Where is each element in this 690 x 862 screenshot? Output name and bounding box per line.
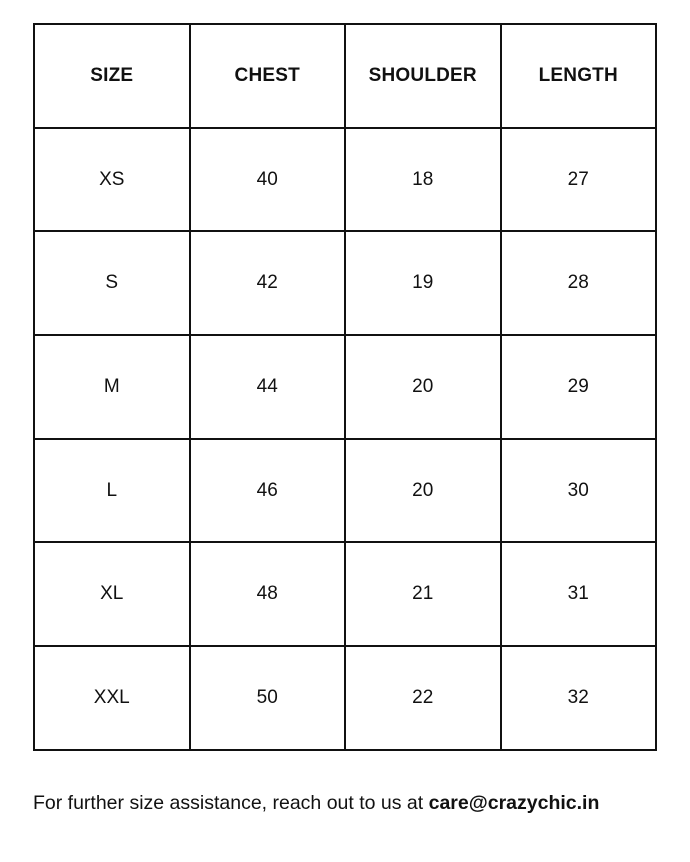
table-row bbox=[34, 646, 656, 750]
cell-size: M bbox=[34, 335, 190, 439]
cell-length: 31 bbox=[501, 542, 657, 646]
cell-size: XXL bbox=[34, 646, 190, 750]
cell-length: 30 bbox=[501, 439, 657, 543]
size-chart-table bbox=[33, 23, 657, 751]
cell-size: S bbox=[34, 231, 190, 335]
header-shoulder: SHOULDER bbox=[345, 24, 501, 128]
cell-shoulder: 22 bbox=[345, 646, 501, 750]
cell-length: 28 bbox=[501, 231, 657, 335]
cell-chest: 44 bbox=[190, 335, 346, 439]
header-size: SIZE bbox=[34, 24, 190, 128]
cell-size: XS bbox=[34, 128, 190, 232]
size-assistance-note bbox=[33, 792, 673, 815]
cell-length: 32 bbox=[501, 646, 657, 750]
cell-shoulder: 19 bbox=[345, 231, 501, 335]
cell-length: 27 bbox=[501, 128, 657, 232]
cell-size: XL bbox=[34, 542, 190, 646]
table-row bbox=[34, 231, 656, 335]
contact-email-link[interactable]: care@crazychic.in bbox=[428, 792, 600, 814]
cell-shoulder: 20 bbox=[345, 335, 501, 439]
cell-shoulder: 18 bbox=[345, 128, 501, 232]
cell-chest: 40 bbox=[190, 128, 346, 232]
cell-chest: 46 bbox=[190, 439, 346, 543]
header-length: LENGTH bbox=[501, 24, 657, 128]
cell-chest: 42 bbox=[190, 231, 346, 335]
cell-chest: 48 bbox=[190, 542, 346, 646]
cell-shoulder: 21 bbox=[345, 542, 501, 646]
header-chest: CHEST bbox=[190, 24, 346, 128]
cell-size: L bbox=[34, 439, 190, 543]
cell-shoulder: 20 bbox=[345, 439, 501, 543]
table-row bbox=[34, 439, 656, 543]
cell-length: 29 bbox=[501, 335, 657, 439]
table-row bbox=[34, 128, 656, 232]
cell-chest: 50 bbox=[190, 646, 346, 750]
table-row bbox=[34, 542, 656, 646]
table-row bbox=[34, 335, 656, 439]
footer-text: For further size assistance, reach out to us at bbox=[33, 792, 429, 814]
table-header-row bbox=[34, 24, 656, 128]
